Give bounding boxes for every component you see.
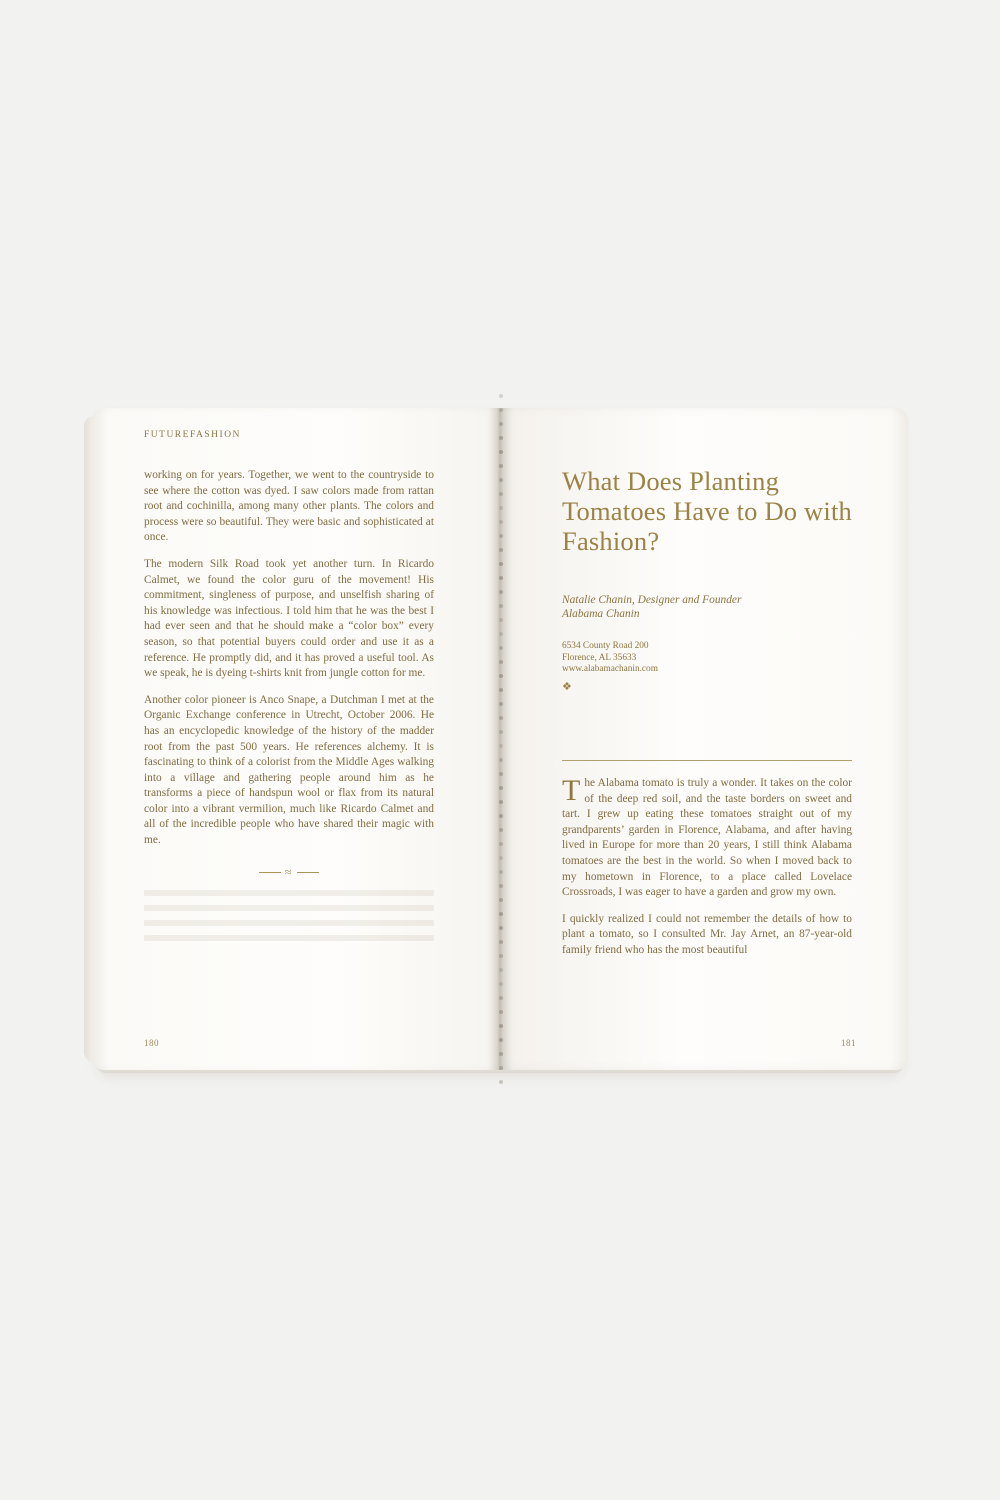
contact-street: 6534 County Road 200 [562, 641, 649, 651]
page-number-right: 181 [841, 1038, 856, 1048]
paragraph: working on for years. Together, we went to the countryside to see where the cotton was dyed. I saw colors made from rattan root and cochinilla, among many other plants. The colors and process were so beautiful. They were basic and sophisticated at once. [144, 469, 434, 544]
diamond-ornament-icon: ❖ [562, 681, 572, 693]
left-page [92, 408, 500, 1070]
divider-rule [562, 760, 852, 761]
contact-city: Florence, AL 35633 [562, 652, 637, 663]
chapter-title: What Does Planting Tomatoes Have to Do with Fashion? [562, 466, 852, 556]
section-ornament [144, 865, 434, 881]
byline [562, 593, 862, 621]
binding-stitching [498, 394, 504, 1084]
running-head: FUTUREFASHION [144, 430, 241, 440]
ornament-rule-left [259, 872, 281, 873]
byline-author: Natalie Chanin, Designer and Founder [562, 594, 742, 606]
open-book [92, 408, 908, 1078]
drop-cap: T [562, 774, 581, 807]
right-page-text-column [562, 776, 852, 970]
left-page-text-column [144, 468, 434, 950]
byline-organization: Alabama Chanin [562, 608, 640, 620]
paragraph: I quickly realized I could not remember the details of how to plant a tomato, so I consulted Mr. Jay Arnet, an 87-year-old family friend who has the most beautiful [562, 912, 852, 956]
faint-showthrough-lines [144, 890, 434, 941]
contact-block [562, 641, 862, 676]
paragraph: The modern Silk Road took yet another turn. In Ricardo Calmet, we found the color guru of the movement! His commitment, singleness of purpose, and unselfish sharing of his knowledge was infectious. I told him that he was the best I had ever seen and that he should make a “color box” every season, so that potential buyers could order and use it as a reference. He promptly did, and it has proved a useful tool. As we speak, he is dyeing t-shirts knit from jungle cotton for me. [144, 557, 434, 680]
paragraph: Another color pioneer is Anco Snape, a Dutchman I met at the Organic Exchange conference in Utrecht, October 2006. He has an encyclopedic knowledge of the history of the madder root from the past 500 years. He references alchemy. It is fascinating to think of a colorist from the Middle Ages walking into a village and gathering people around him as he transforms a piece of handspun wool or flax from its natural color into a vibrant vermilion, much like Ricardo Calmet and all of the incredible people who have shared their magic with me. [144, 693, 434, 847]
paragraph-with-dropcap [562, 776, 852, 901]
right-page [500, 408, 908, 1070]
ornament-glyph: ≈ [284, 864, 294, 879]
contact-website: www.alabamachanin.com [562, 664, 658, 675]
page-number-left: 180 [144, 1038, 159, 1048]
ornament-rule-right [297, 872, 319, 873]
paragraph-text: he Alabama tomato is truly a wonder. It takes on the color of the deep red soil, and the taste borders on sweet and tart. I grew up eating these tomatoes straight out of my grandparents’ garden in Florence, Alabama, and after having lived in Europe for more than 20 years, I still think Alabama tomatoes are the best in the world. So when I moved back to my hometown in Florence, to a place called Lovelace Crossroads, I was eager to have a garden and grow my own. [562, 777, 852, 899]
